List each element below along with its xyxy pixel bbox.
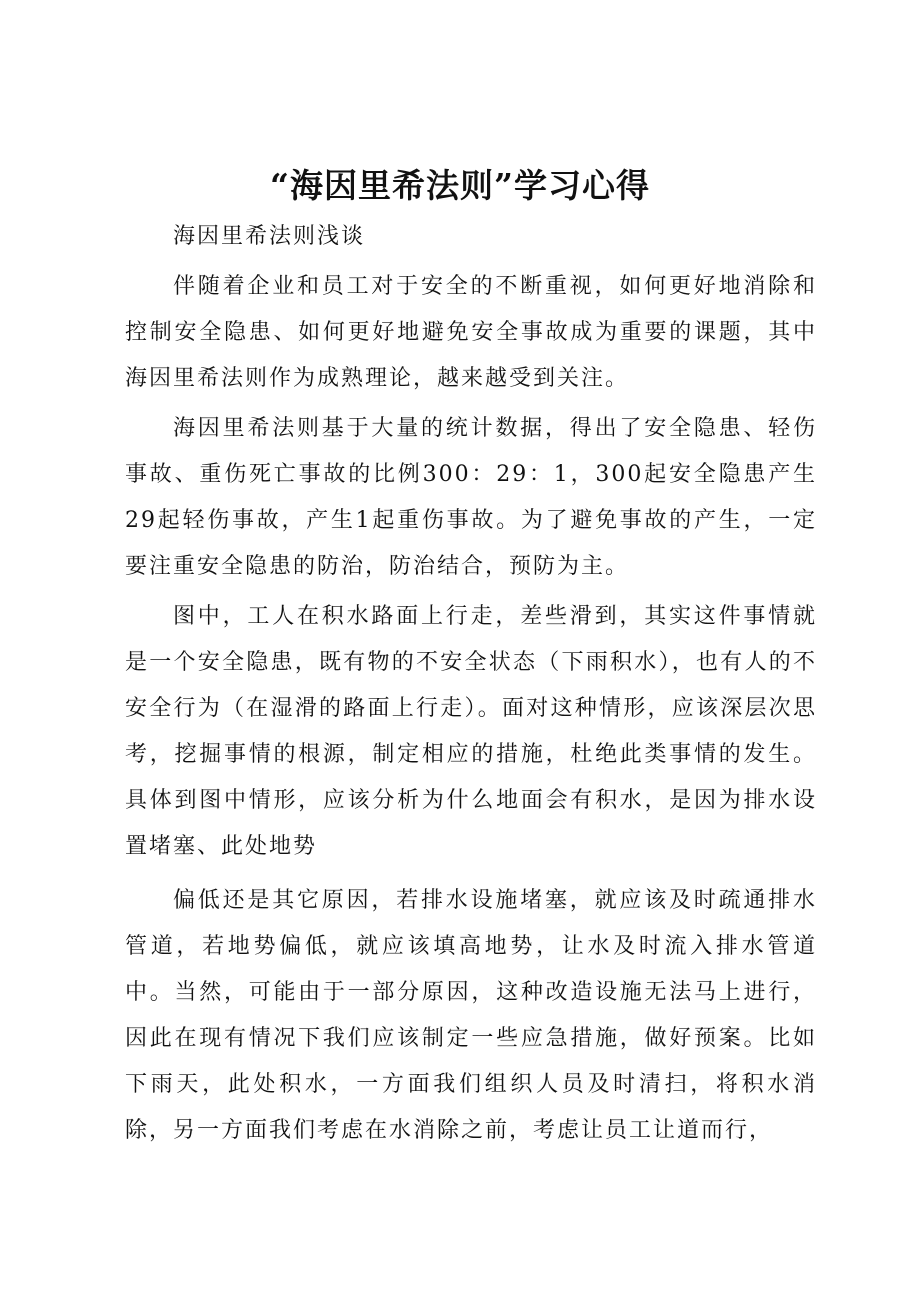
document-title: “海因里希法则”学习心得 (270, 166, 650, 205)
paragraph: 伴随着企业和员工对于安全的不断重视，如何更好地消除和控制安全隐患、如何更好地避免安全事故成为重要的课题，其中海因里希法则作为成熟理论，越来越受到关注。 (125, 274, 817, 391)
document-body (125, 214, 817, 1154)
paragraph: 海因里希法则基于大量的统计数据，得出了安全隐患、轻伤事故、重伤死亡事故的比例300：29：1，300起安全隐患产生29起轻伤事故，产生1起重伤事故。为了避免事故的产生，一定要注重安全隐患的防治，防治结合，预防为主。 (125, 416, 817, 579)
subtitle-paragraph: 海因里希法则浅谈 (173, 224, 366, 249)
paragraph: 图中，工人在积水路面上行走，差些滑到，其实这件事情就是一个安全隐患，既有物的不安全状态（下雨积水），也有人的不安全行为（在湿滑的路面上行走）。面对这种情形，应该深层次思考，挖掘事情的根源，制定相应的措施，杜绝此类事情的发生。具体到图中情形，应该分析为什么地面会有积水，是因为排水设置堵塞、此处地势 (125, 604, 817, 859)
paragraph: 偏低还是其它原因，若排水设施堵塞，就应该及时疏通排水管道，若地势偏低，就应该填高地势，让水及时流入排水管道中。当然，可能由于一部分原因，这种改造设施无法马上进行，因此在现有情况下我们应该制定一些应急措施，做好预案。比如下雨天，此处积水，一方面我们组织人员及时清扫，将积水消除，另一方面我们考虑在水消除之前，考虑让员工让道而行， (125, 888, 817, 1143)
